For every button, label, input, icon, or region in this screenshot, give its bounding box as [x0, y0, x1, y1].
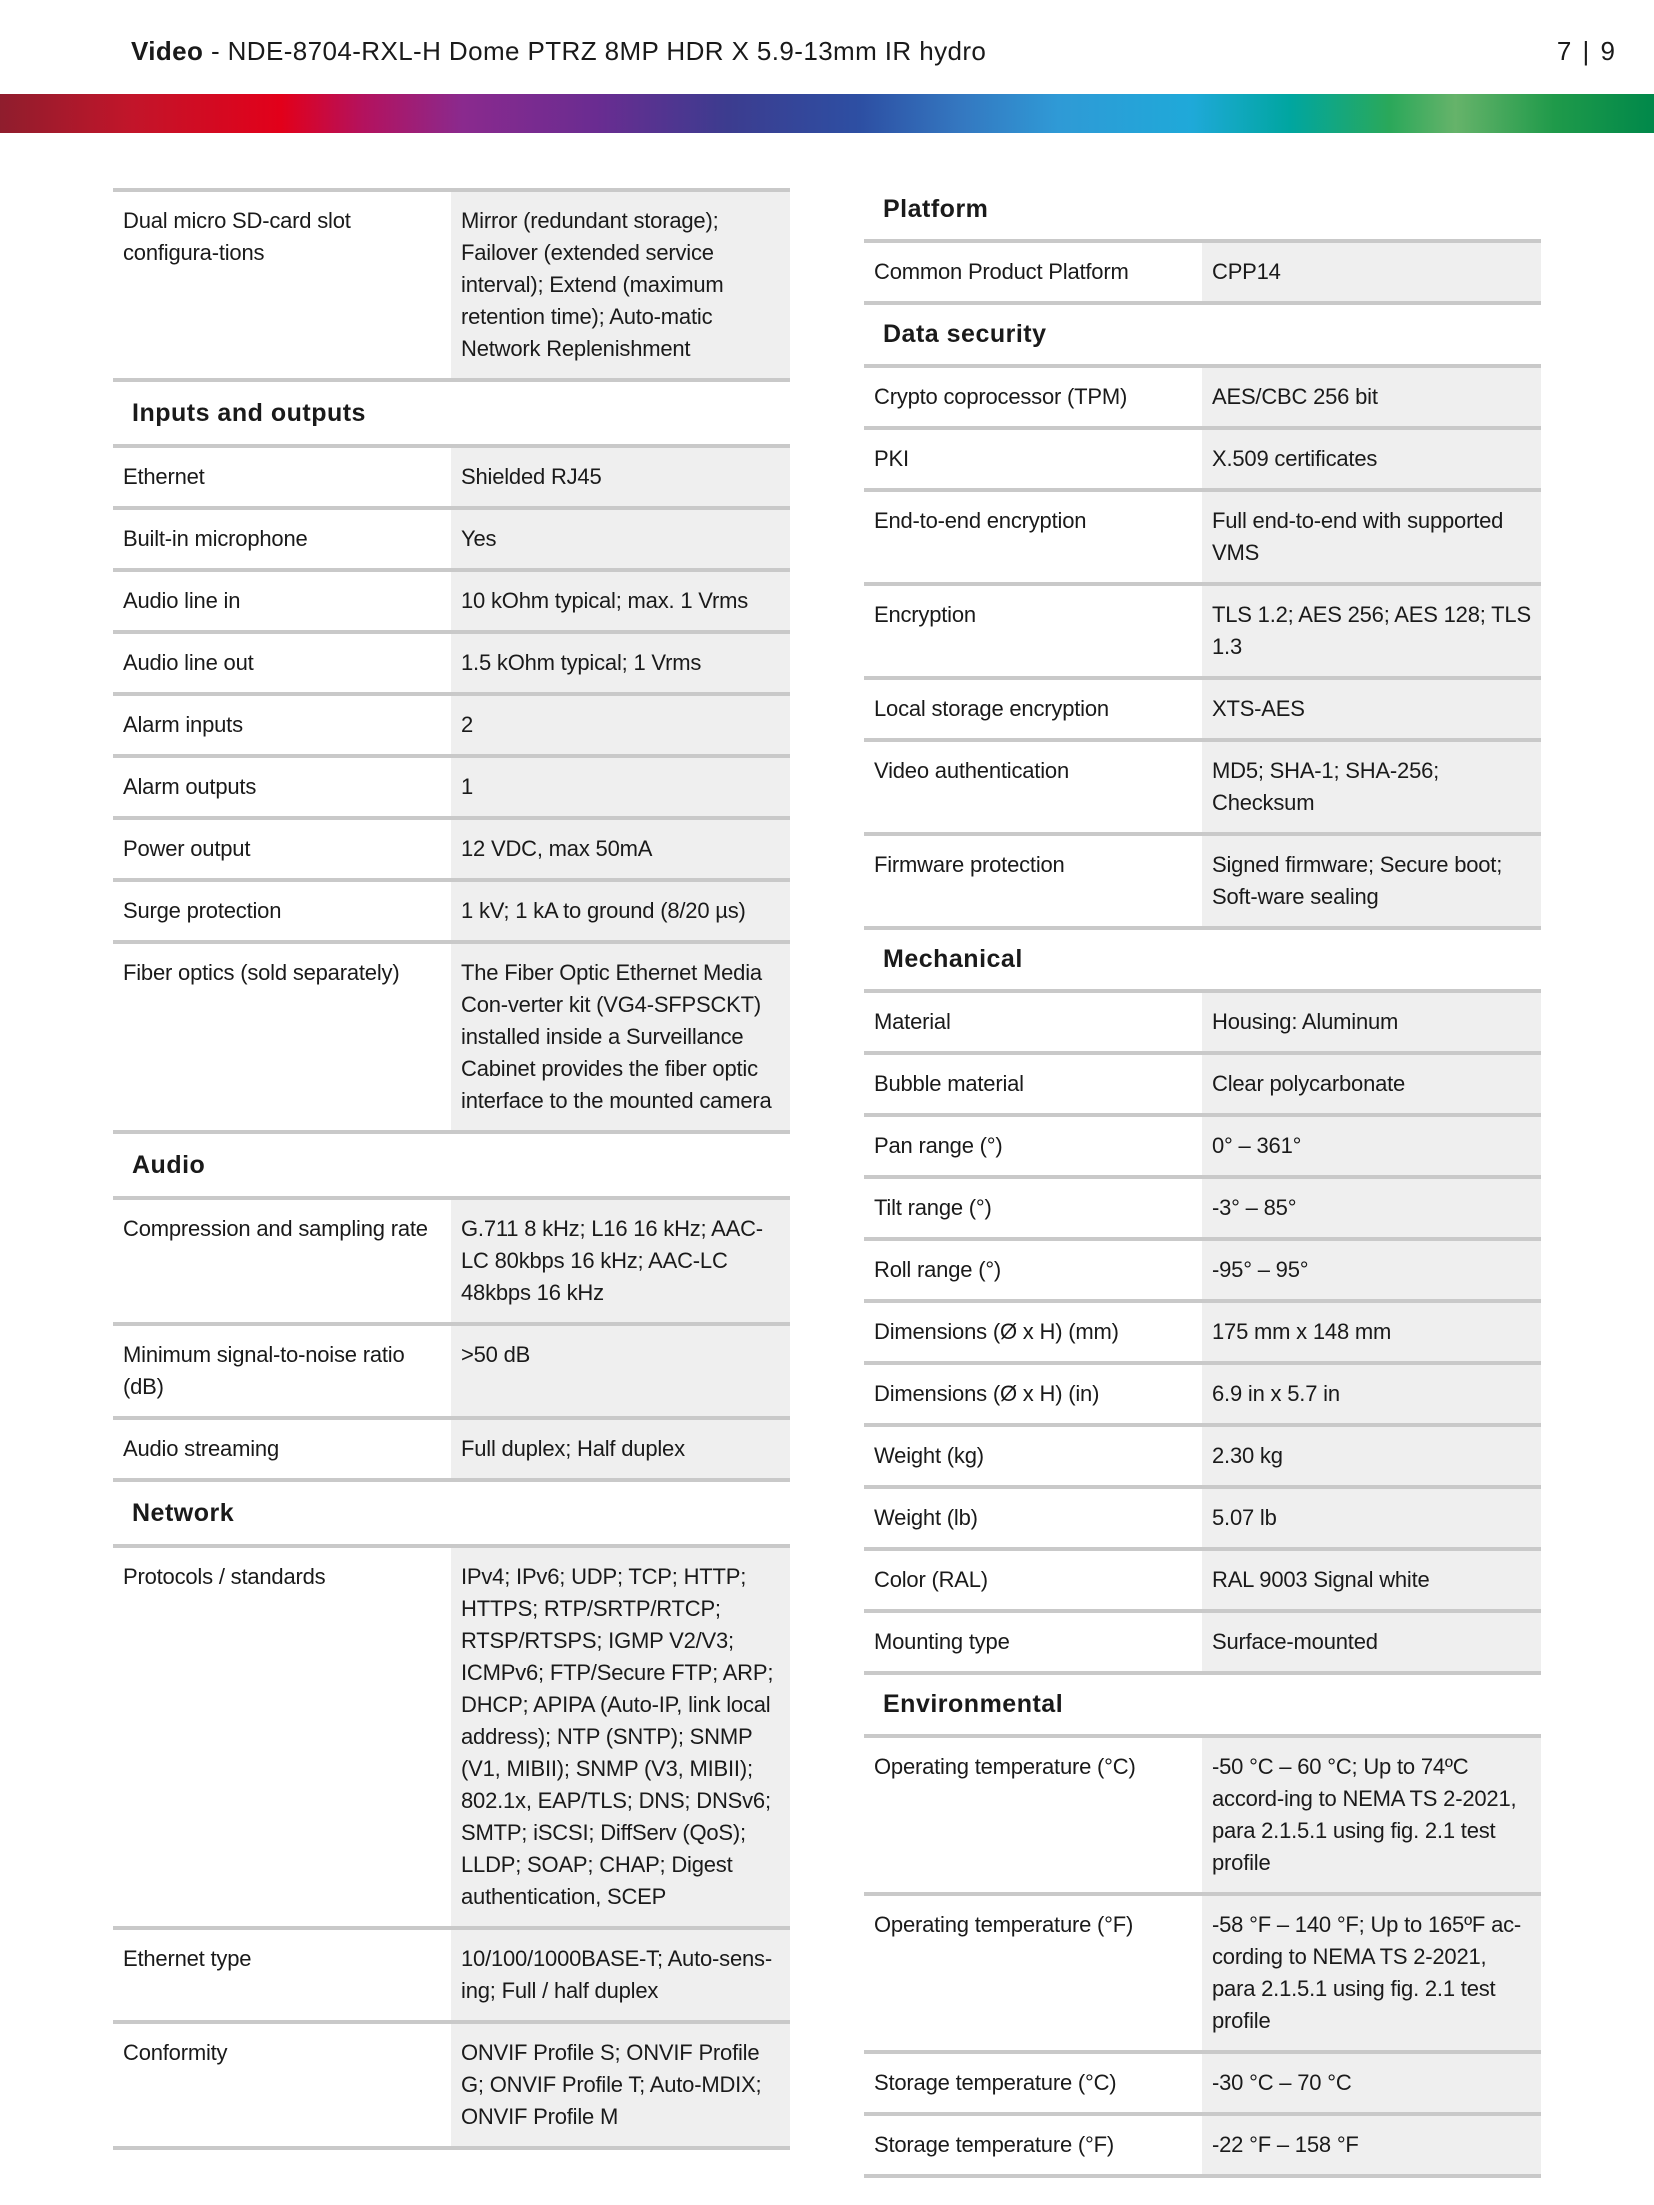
spec-label: Storage temperature (°F) — [864, 2114, 1202, 2176]
spec-value: -95° – 95° — [1202, 1239, 1541, 1301]
spec-label: Conformity — [113, 2022, 451, 2148]
spec-row — [864, 1425, 1541, 1487]
spec-row — [113, 1324, 790, 1418]
spec-label: Firmware protection — [864, 834, 1202, 928]
spec-label: Weight (kg) — [864, 1425, 1202, 1487]
spec-row — [113, 1928, 790, 2022]
spec-label: Fiber optics (sold separately) — [113, 942, 451, 1132]
spec-value: >50 dB — [451, 1324, 790, 1418]
spec-value: -22 °F – 158 °F — [1202, 2114, 1541, 2176]
spec-row — [864, 368, 1541, 428]
spec-row — [113, 632, 790, 694]
spec-value: Housing: Aluminum — [1202, 993, 1541, 1053]
spec-row — [864, 1549, 1541, 1611]
spec-row — [113, 190, 790, 380]
spec-label: Minimum signal-to-noise ratio (dB) — [113, 1324, 451, 1418]
spec-label: Audio streaming — [113, 1418, 451, 1480]
section-heading: Audio — [113, 1134, 790, 1200]
spec-label: Audio line in — [113, 570, 451, 632]
spec-row — [864, 1611, 1541, 1673]
spec-value: Shielded RJ45 — [451, 448, 790, 508]
spec-table — [113, 1200, 790, 1482]
spec-value: 1 — [451, 756, 790, 818]
spec-table — [113, 188, 790, 382]
spec-row — [864, 678, 1541, 740]
spec-value: 1.5 kOhm typical; 1 Vrms — [451, 632, 790, 694]
spec-value: 10 kOhm typical; max. 1 Vrms — [451, 570, 790, 632]
spec-row — [864, 428, 1541, 490]
spec-label: Alarm outputs — [113, 756, 451, 818]
spec-label: Compression and sampling rate — [113, 1200, 451, 1324]
spec-value: IPv4; IPv6; UDP; TCP; HTTP; HTTPS; RTP/SRTP/RTCP; RTSP/RTSPS; IGMP V2/V3; ICMPv6; FTP/Secure FTP; ARP; DHCP; APIPA (Auto-IP, link local address); NTP (SNTP); SNMP (V1, MIBII); SNMP (V3, MIBII); 802.1x, EAP/TLS; DNS; DNSv6; SMTP; iSCSI; DiffServ (QoS); LLDP; SOAP; CHAP; Digest authentication, SCEP — [451, 1548, 790, 1928]
spec-value: Clear polycarbonate — [1202, 1053, 1541, 1115]
spec-label: Color (RAL) — [864, 1549, 1202, 1611]
spec-row — [113, 1200, 790, 1324]
spec-value: Signed firmware; Secure boot; Soft-ware sealing — [1202, 834, 1541, 928]
section-heading: Network — [113, 1482, 790, 1548]
right-column — [864, 180, 1541, 2178]
spec-row — [113, 818, 790, 880]
spec-row — [113, 570, 790, 632]
spec-value: 6.9 in x 5.7 in — [1202, 1363, 1541, 1425]
left-column — [113, 188, 790, 2150]
spec-label: Dual micro SD-card slot configura-tions — [113, 190, 451, 380]
spec-table — [113, 448, 790, 1134]
spec-label: Ethernet type — [113, 1928, 451, 2022]
spec-row — [113, 1548, 790, 1928]
spec-value: 1 kV; 1 kA to ground (8/20 µs) — [451, 880, 790, 942]
spec-row — [864, 1301, 1541, 1363]
spec-value: 12 VDC, max 50mA — [451, 818, 790, 880]
spec-value: -30 °C – 70 °C — [1202, 2052, 1541, 2114]
spec-label: Dimensions (Ø x H) (mm) — [864, 1301, 1202, 1363]
spec-label: Surge protection — [113, 880, 451, 942]
section-heading: Data security — [864, 305, 1541, 368]
spec-value: The Fiber Optic Ethernet Media Con-verter kit (VG4-SFPSCKT) installed inside a Surveillance Cabinet provides the fiber optic interface to the mounted camera — [451, 942, 790, 1132]
spec-value: Full end-to-end with supported VMS — [1202, 490, 1541, 584]
spec-label: Weight (lb) — [864, 1487, 1202, 1549]
spec-label: PKI — [864, 428, 1202, 490]
spec-table — [864, 993, 1541, 1675]
spec-row — [113, 880, 790, 942]
document-title — [131, 36, 986, 66]
spec-label: Power output — [113, 818, 451, 880]
spec-value: XTS-AES — [1202, 678, 1541, 740]
spec-value: 175 mm x 148 mm — [1202, 1301, 1541, 1363]
spec-value: X.509 certificates — [1202, 428, 1541, 490]
spec-value: -3° – 85° — [1202, 1177, 1541, 1239]
title-product: - NDE-8704-RXL-H Dome PTRZ 8MP HDR X 5.9-13mm IR hydro — [203, 36, 987, 66]
spec-value: CPP14 — [1202, 243, 1541, 303]
brand-color-band — [0, 94, 1654, 133]
spec-label: Bubble material — [864, 1053, 1202, 1115]
spec-label: Common Product Platform — [864, 243, 1202, 303]
spec-row — [864, 834, 1541, 928]
spec-row — [864, 740, 1541, 834]
section-heading: Inputs and outputs — [113, 382, 790, 448]
spec-value: ONVIF Profile S; ONVIF Profile G; ONVIF Profile T; Auto-MDIX; ONVIF Profile M — [451, 2022, 790, 2148]
spec-row — [864, 1115, 1541, 1177]
spec-table — [864, 243, 1541, 305]
spec-row — [864, 1239, 1541, 1301]
spec-label: Video authentication — [864, 740, 1202, 834]
spec-label: Built-in microphone — [113, 508, 451, 570]
spec-row — [113, 756, 790, 818]
spec-label: Local storage encryption — [864, 678, 1202, 740]
spec-label: Ethernet — [113, 448, 451, 508]
spec-row — [864, 1053, 1541, 1115]
spec-row — [864, 2114, 1541, 2176]
spec-table — [864, 1738, 1541, 2178]
spec-row — [864, 1894, 1541, 2052]
section-heading: Platform — [864, 180, 1541, 243]
spec-value: G.711 8 kHz; L16 16 kHz; AAC-LC 80kbps 16 kHz; AAC-LC 48kbps 16 kHz — [451, 1200, 790, 1324]
spec-value: Mirror (redundant storage); Failover (extended service interval); Extend (maximum retention time); Auto-matic Network Replenishment — [451, 190, 790, 380]
spec-label: Protocols / standards — [113, 1548, 451, 1928]
title-category: Video — [131, 36, 204, 66]
spec-value: AES/CBC 256 bit — [1202, 368, 1541, 428]
spec-row — [864, 584, 1541, 678]
spec-label: Audio line out — [113, 632, 451, 694]
spec-label: Pan range (°) — [864, 1115, 1202, 1177]
spec-label: Encryption — [864, 584, 1202, 678]
spec-row — [113, 508, 790, 570]
spec-label: End-to-end encryption — [864, 490, 1202, 584]
spec-table — [864, 368, 1541, 930]
spec-label: Crypto coprocessor (TPM) — [864, 368, 1202, 428]
spec-label: Roll range (°) — [864, 1239, 1202, 1301]
spec-value: 10/100/1000BASE-T; Auto-sens-ing; Full / half duplex — [451, 1928, 790, 2022]
spec-label: Dimensions (Ø x H) (in) — [864, 1363, 1202, 1425]
spec-label: Storage temperature (°C) — [864, 2052, 1202, 2114]
page-number: 7 | 9 — [1556, 36, 1617, 66]
spec-row — [113, 448, 790, 508]
spec-label: Operating temperature (°F) — [864, 1894, 1202, 2052]
spec-value: MD5; SHA-1; SHA-256; Checksum — [1202, 740, 1541, 834]
spec-value: 5.07 lb — [1202, 1487, 1541, 1549]
spec-value: -50 °C – 60 °C; Up to 74ºC accord-ing to NEMA TS 2-2021, para 2.1.5.1 using fig. 2.1 test profile — [1202, 1738, 1541, 1894]
spec-row — [864, 1487, 1541, 1549]
spec-value: 2 — [451, 694, 790, 756]
spec-value: Full duplex; Half duplex — [451, 1418, 790, 1480]
spec-row — [113, 694, 790, 756]
spec-row — [864, 243, 1541, 303]
spec-value: RAL 9003 Signal white — [1202, 1549, 1541, 1611]
spec-label: Mounting type — [864, 1611, 1202, 1673]
spec-row — [864, 2052, 1541, 2114]
spec-value: Yes — [451, 508, 790, 570]
spec-value: 0° – 361° — [1202, 1115, 1541, 1177]
spec-table — [113, 1548, 790, 2150]
spec-row — [864, 1363, 1541, 1425]
spec-label: Tilt range (°) — [864, 1177, 1202, 1239]
spec-label: Operating temperature (°C) — [864, 1738, 1202, 1894]
spec-row — [864, 1177, 1541, 1239]
spec-row — [864, 1738, 1541, 1894]
spec-value: TLS 1.2; AES 256; AES 128; TLS 1.3 — [1202, 584, 1541, 678]
spec-value: 2.30 kg — [1202, 1425, 1541, 1487]
spec-row — [113, 942, 790, 1132]
spec-row — [864, 993, 1541, 1053]
spec-row — [113, 2022, 790, 2148]
page-header — [131, 36, 1654, 67]
spec-label: Alarm inputs — [113, 694, 451, 756]
spec-value: Surface-mounted — [1202, 1611, 1541, 1673]
spec-row — [113, 1418, 790, 1480]
section-heading: Mechanical — [864, 930, 1541, 993]
spec-value: -58 °F – 140 °F; Up to 165ºF ac-cording to NEMA TS 2-2021, para 2.1.5.1 using fig. 2.1 test profile — [1202, 1894, 1541, 2052]
spec-label: Material — [864, 993, 1202, 1053]
spec-row — [864, 490, 1541, 584]
section-heading: Environmental — [864, 1675, 1541, 1738]
